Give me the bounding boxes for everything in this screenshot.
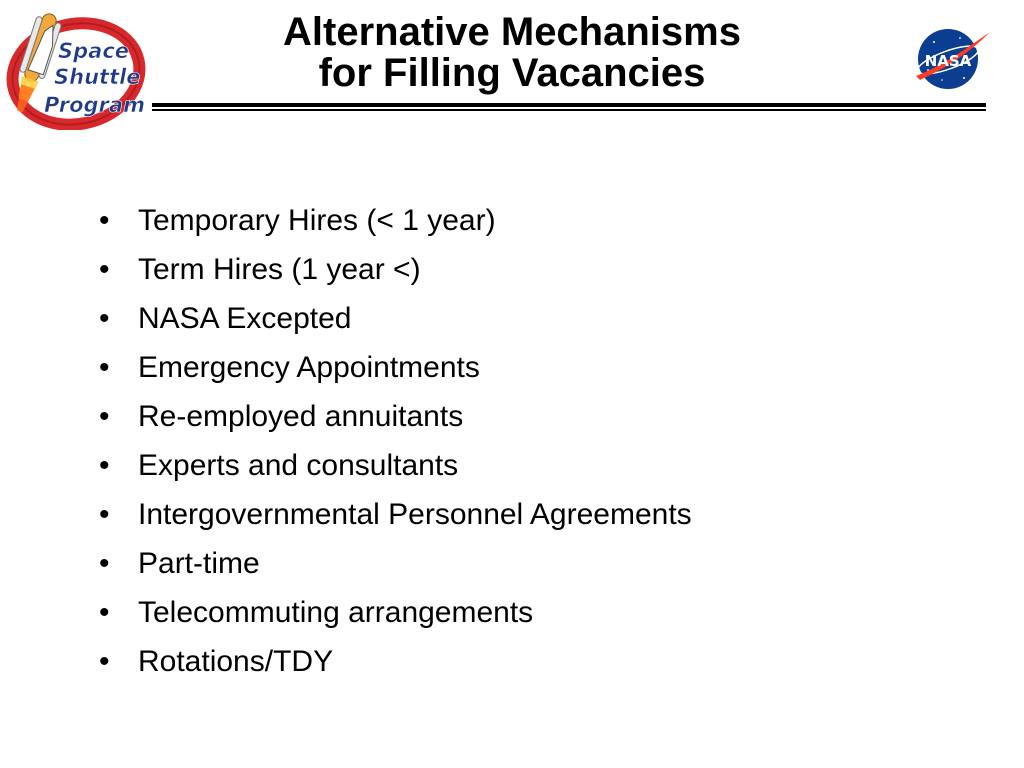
list-item xyxy=(94,490,692,539)
bullet-icon: • xyxy=(99,547,110,580)
list-item-text: Experts and consultants xyxy=(138,449,459,482)
list-item xyxy=(94,588,692,637)
bullet-icon: • xyxy=(99,498,110,531)
bullet-icon: • xyxy=(99,302,110,335)
bullet-icon: • xyxy=(99,204,110,237)
svg-text:Program: Program xyxy=(44,93,145,117)
svg-text:NASA: NASA xyxy=(924,52,972,70)
list-item-text: Intergovernmental Personnel Agreements xyxy=(138,498,692,531)
list-item xyxy=(94,441,692,490)
bullet-icon: • xyxy=(99,400,110,433)
list-item xyxy=(94,196,692,245)
title-line-1: Alternative Mechanisms xyxy=(283,10,741,54)
list-item xyxy=(94,637,692,686)
header-rule-thin xyxy=(152,109,986,111)
list-item-text: NASA Excepted xyxy=(138,302,352,335)
list-item-text: Telecommuting arrangements xyxy=(138,596,534,629)
list-item-text: Emergency Appointments xyxy=(138,351,480,384)
list-item xyxy=(94,392,692,441)
list-item-text: Temporary Hires (< 1 year) xyxy=(138,204,496,237)
bullet-icon: • xyxy=(99,253,110,286)
list-item-text: Re-employed annuitants xyxy=(138,400,464,433)
nasa-meatball-logo xyxy=(912,26,992,92)
list-item xyxy=(94,245,692,294)
list-item-text: Rotations/TDY xyxy=(138,645,334,678)
bullet-icon: • xyxy=(99,351,110,384)
list-item xyxy=(94,294,692,343)
list-item xyxy=(94,539,692,588)
title-line-2: for Filling Vacancies xyxy=(318,51,706,95)
svg-text:Shuttle: Shuttle xyxy=(54,65,141,89)
list-item-text: Part-time xyxy=(138,547,260,580)
bullet-icon: • xyxy=(99,449,110,482)
list-item xyxy=(94,343,692,392)
slide-title xyxy=(160,12,864,94)
space-shuttle-program-logo xyxy=(4,2,152,130)
bullet-icon: • xyxy=(99,645,110,678)
svg-text:Space: Space xyxy=(58,39,130,63)
header-rule-thick xyxy=(152,103,986,107)
bullet-icon: • xyxy=(99,596,110,629)
bullet-list xyxy=(94,196,692,686)
list-item-text: Term Hires (1 year <) xyxy=(138,253,421,286)
